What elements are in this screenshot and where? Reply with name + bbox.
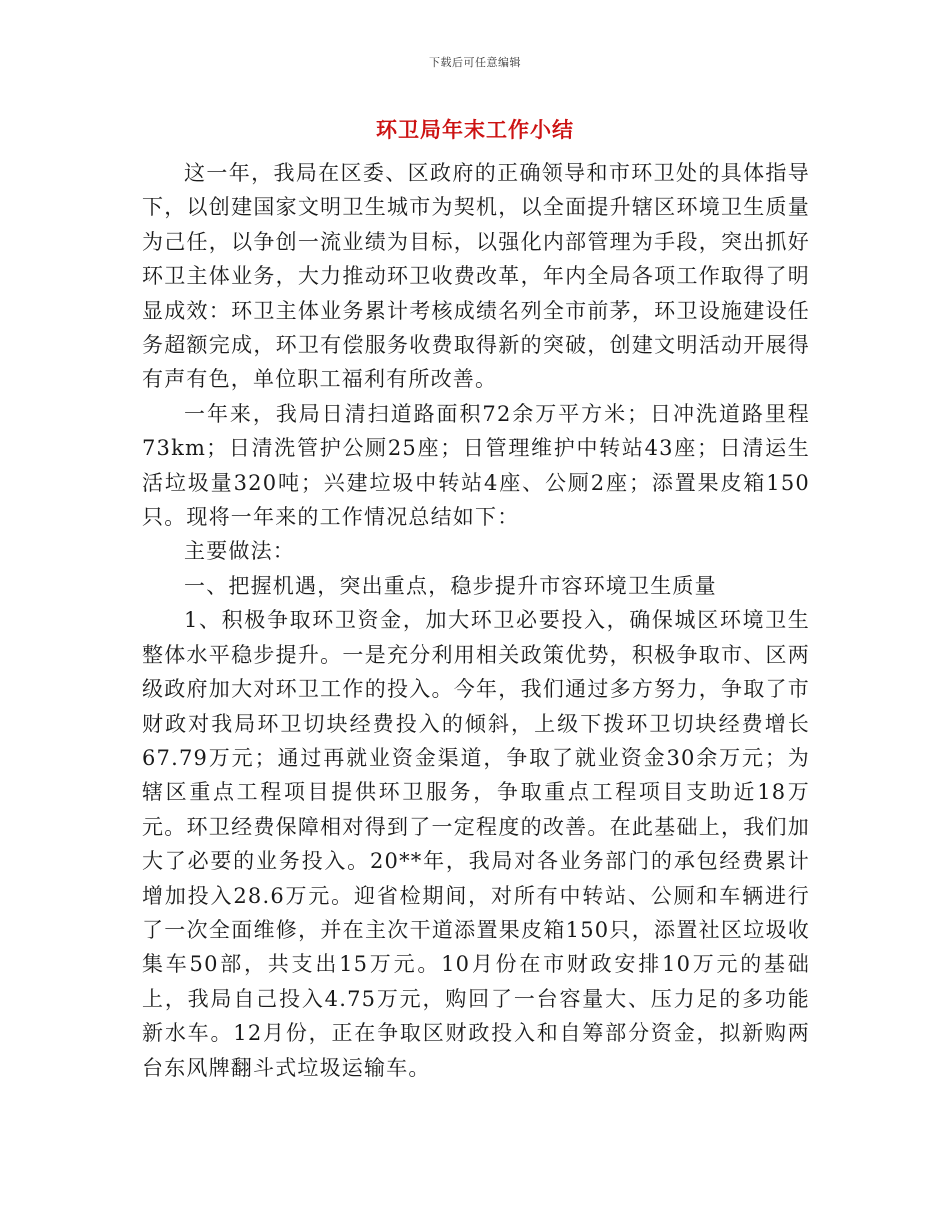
document-title: 环卫局年末工作小结 <box>376 117 574 142</box>
paragraph-intro: 这一年，我局在区委、区政府的正确领导和市环卫处的具体指导下，以创建国家文明卫生城市为契机，以全面提升辖区环境卫生质量为己任，以争创一流业绩为目标，以强化内部管理为手段，突出抓好环卫主体业务，大力推动环卫收费改革，年内全局各项工作取得了明显成效：环卫主体业务累计考核成绩名列全市前茅，环卫设施建设任务超额完成，环卫有偿服务收费取得新的突破，创建文明活动开展得有声有色，单位职工福利有所改善。 <box>142 161 810 392</box>
paragraph-statistics: 一年来，我局日清扫道路面积72余万平方米；日冲洗道路里程73km；日清洗管护公厕25座；日管理维护中转站43座；日清运生活垃圾量320吨；兴建垃圾中转站4座、公厕2座；添置果皮箱150只。现将一年来的工作情况总结如下： <box>142 401 810 530</box>
document-body <box>142 156 810 1085</box>
page-header-note: 下载后可任意编辑 <box>429 56 521 69</box>
paragraph-main-methods: 主要做法： <box>184 539 295 564</box>
paragraph-funding: 1、积极争取环卫资金，加大环卫必要投入，确保城区环境卫生整体水平稳步提升。一是充分利用相关政策优势，积极争取市、区两级政府加大对环卫工作的投入。今年，我们通过多方努力，争取了市财政对我局环卫切块经费投入的倾斜，上级下拨环卫切块经费增长67.79万元；通过再就业资金渠道，争取了就业资金30余万元；为辖区重点工程项目提供环卫服务，争取重点工程项目支助近18万元。环卫经费保障相对得到了一定程度的改善。在此基础上，我们加大了必要的业务投入。20**年，我局对各业务部门的承包经费累计增加投入28.6万元。迎省检期间，对所有中转站、公厕和车辆进行了一次全面维修，并在主次干道添置果皮箱150只，添置社区垃圾收集车50部，共支出15万元。10月份在市财政安排10万元的基础上，我局自己投入4.75万元，购回了一台容量大、压力足的多功能新水车。12月份，正在争取区财政投入和自筹部分资金，拟新购两台东风牌翻斗式垃圾运输车。 <box>142 608 810 1080</box>
section-heading-1: 一、把握机遇，突出重点，稳步提升市容环境卫生质量 <box>184 573 717 598</box>
